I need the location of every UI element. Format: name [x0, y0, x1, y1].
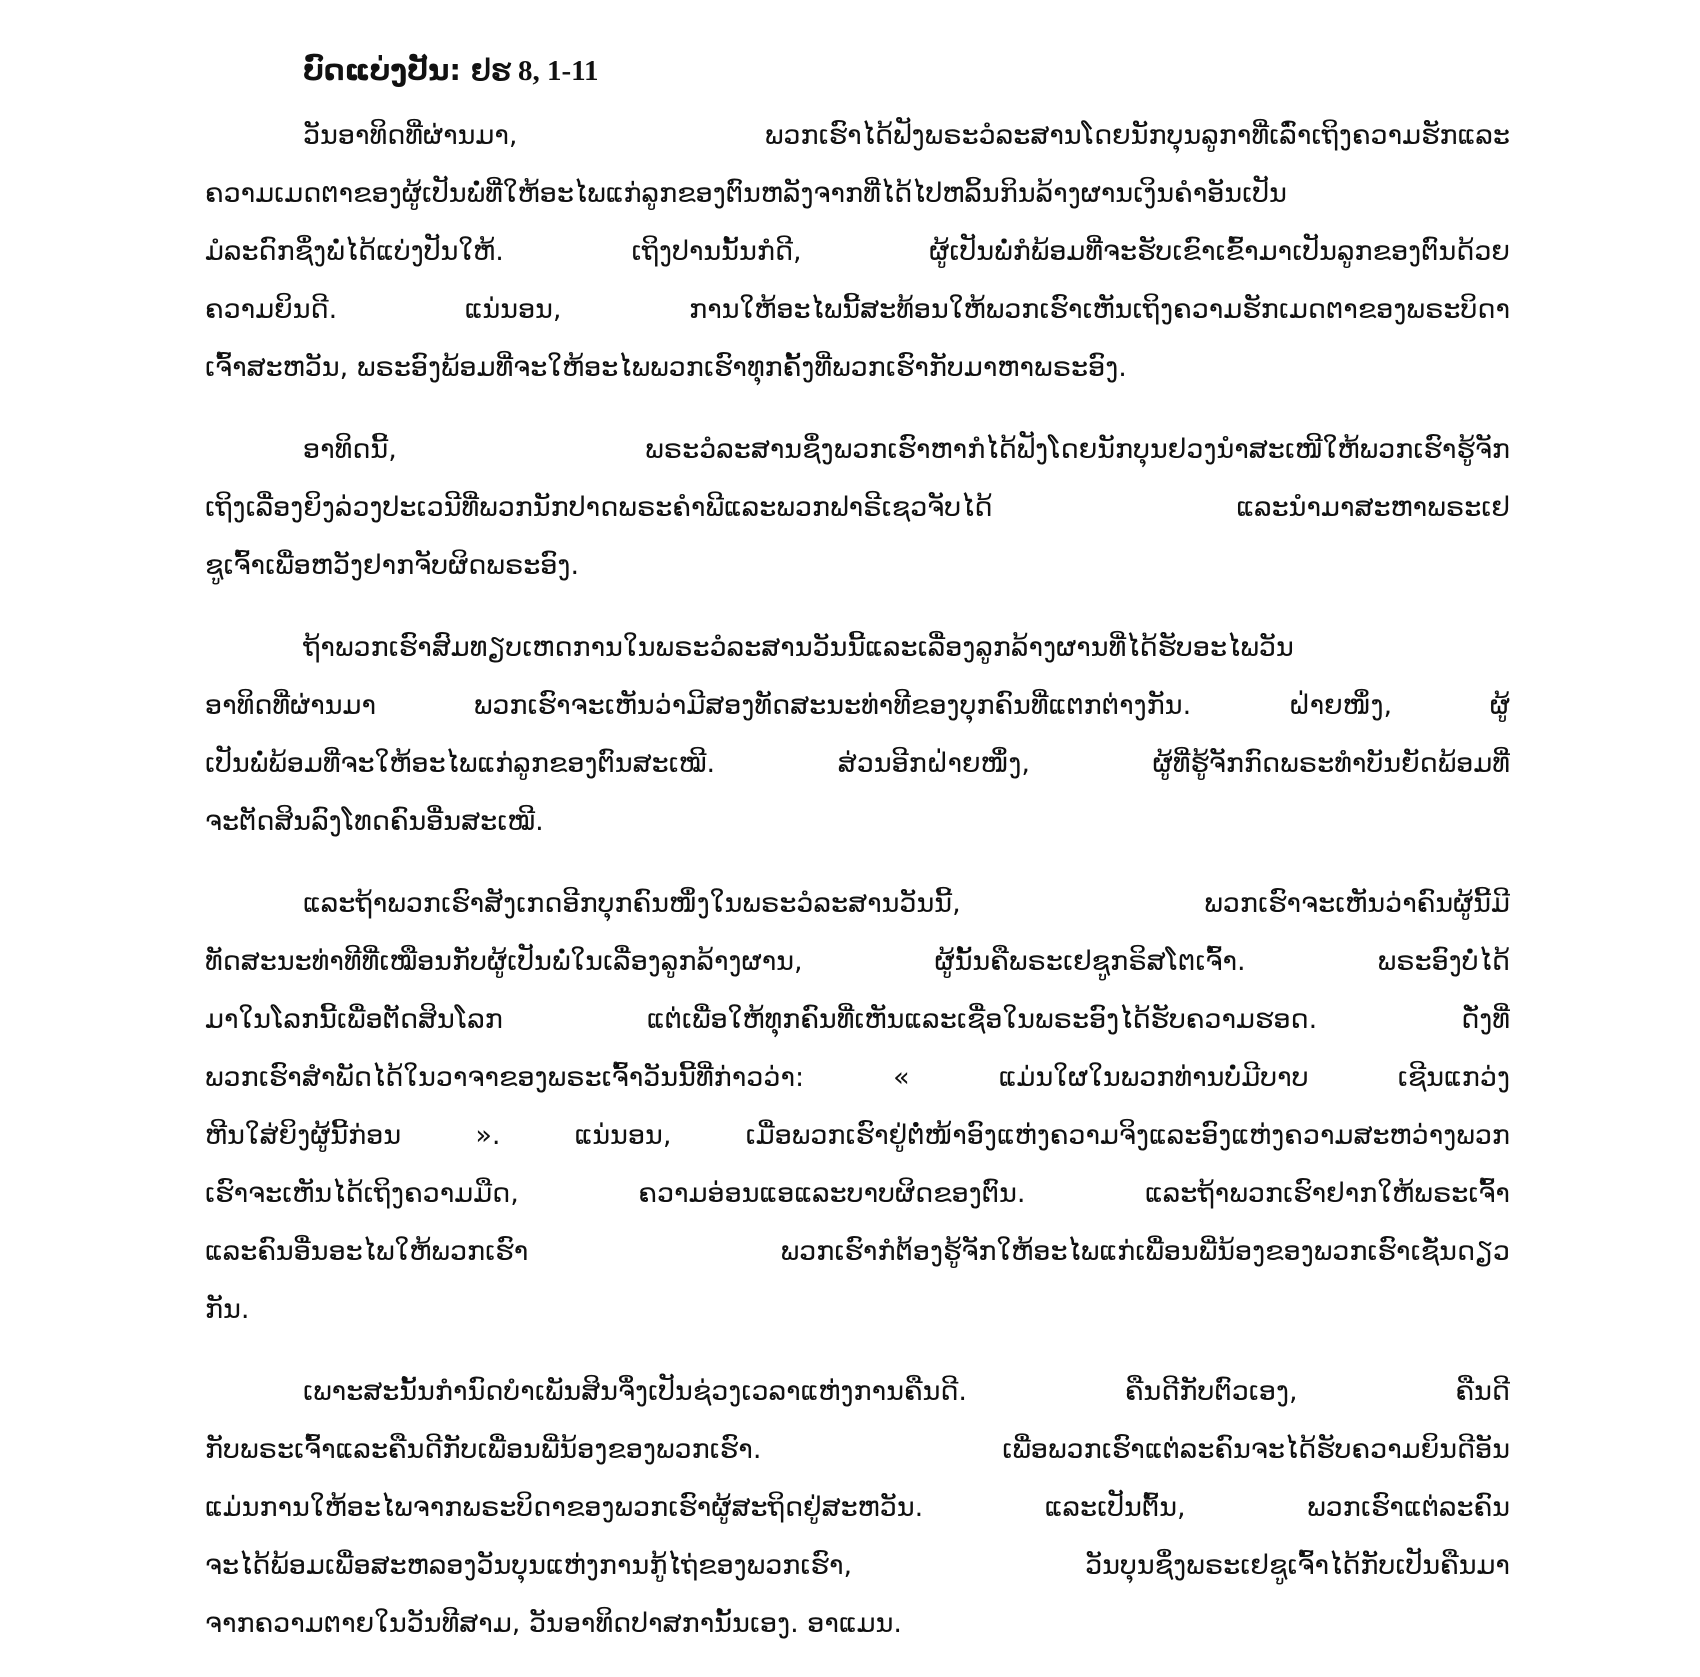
paragraph [205, 421, 1510, 595]
paragraph-line: ຖ້າພວກເຮົາສົມທຽບເຫດການໃນພຣະວໍລະສານວັນນີ້ແລະເລື່ອງລູກລ້າງຜານທີ່ໄດ້ຮັບອະໄພວັນ [303, 632, 1294, 663]
paragraph-line: ເຈົ້າສະຫວັນ, ພຣະອົງພ້ອມທີ່ຈະໃຫ້ອະໄພພວກເຮົາທຸກຄັ້ງທີ່ພວກເຮົາກັບມາຫາພຣະອົງ. [205, 352, 1127, 383]
paragraph-line: ຈາກຄວາມຕາຍໃນວັນທີສາມ, ວັນອາທິດປາສການັ້ນເອງ. ອາແມນ. [205, 1608, 902, 1639]
scripture-reference: ຢຮ 8, 1-11 [470, 55, 599, 87]
paragraph [205, 875, 1510, 1339]
paragraph-line: ກັບພຣະເຈົ້າແລະຄືນດີກັບເພື່ອນພີ່ນ້ອງຂອງພວກເຮົາ. ເພື່ອພວກເຮົາແຕ່ລະຄົນຈະໄດ້ຮັບຄວາມຍິນດີອັນ [205, 1434, 1510, 1465]
paragraph-line: ວັນອາທິດທີ່ຜ່ານມາ, ພວກເຮົາໄດ້ຟັງພຣະວໍລະສານໂດຍນັກບຸນລູກາທີ່ເລົ່າເຖິງຄວາມຮັກແລະ [303, 120, 1510, 151]
paragraph-line: ພວກເຮົາສຳພັດໄດ້ໃນວາຈາຂອງພຣະເຈົ້າວັນນີ້ທີ່ກ່າວວ່າ: « ແມ່ນໃຜໃນພວກທ່ານບໍ່ມີບາບ ເຊີນແກວ່ງ [205, 1062, 1510, 1093]
paragraph-line: ແລະຄົນອື່ນອະໄພໃຫ້ພວກເຮົາ ພວກເຮົາກໍຕ້ອງຮູ້ຈັກໃຫ້ອະໄພແກ່ເພື່ອນພີ່ນ້ອງຂອງພວກເຮົາເຊັ່ນດຽວ [205, 1236, 1510, 1267]
paragraph-line: ຄວາມຍິນດີ. ແນ່ນອນ, ການໃຫ້ອະໄພນີ້ສະທ້ອນໃຫ້ພວກເຮົາເຫັນເຖິງຄວາມຮັກເມດຕາຂອງພຣະບິດາ [205, 294, 1510, 325]
paragraph [205, 619, 1510, 851]
paragraph-line: ກັນ. [205, 1294, 250, 1325]
paragraph-line: ເພາະສະນັ້ນກຳນົດບຳເພັນສິນຈຶ່ງເປັນຊ່ວງເວລາແຫ່ງການຄືນດີ. ຄືນດີກັບຕົວເອງ, ຄືນດີ [303, 1376, 1510, 1407]
paragraph-line: ຊູເຈົ້າເພື່ອຫວັງຢາກຈັບຜິດພຣະອົງ. [205, 550, 580, 581]
paragraph-line: ເຖິງເລື່ອງຍິງລ່ວງປະເວນີທີ່ພວກນັກປາດພຣະຄຳພີແລະພວກຟາຣີເຊວຈັບໄດ້ ແລະນຳມາສະຫາພຣະເຢ [205, 492, 1510, 523]
document-paragraphs [205, 107, 1510, 1653]
paragraph-line: ຈະໄດ້ພ້ອມເພື່ອສະຫລອງວັນບຸນແຫ່ງການກູ້ໄຖ່ຂອງພວກເຮົາ, ວັນບຸນຊຶ່ງພຣະເຢຊູເຈົ້າໄດ້ກັບເປັນຄືນມາ [205, 1550, 1510, 1581]
document-title-line [205, 50, 1510, 91]
paragraph-line: ເຮົາຈະເຫັນໄດ້ເຖິງຄວາມມືດ, ຄວາມອ່ອນແອແລະບາບຜິດຂອງຕົນ. ແລະຖ້າພວກເຮົາຢາກໃຫ້ພຣະເຈົ້າ [205, 1178, 1510, 1209]
paragraph-line: ທັດສະນະທ່າທີທີ່ເໝືອນກັບຜູ້ເປັນພໍ່ໃນເລື່ອງລູກລ້າງຜານ, ຜູ້ນັ້ນຄືພຣະເຢຊູກຣິສໂຕເຈົ້າ. ພຣະອົງບໍ່ໄດ້ [205, 946, 1510, 977]
paragraph-line: ຄວາມເມດຕາຂອງຜູ້ເປັນພໍ່ທີ່ໃຫ້ອະໄພແກ່ລູກຂອງຕົນຫລັງຈາກທີ່ໄດ້ໄປຫລິ້ນກິນລ້າງຜານເງິນຄຳອັນເປັນ [205, 178, 1287, 209]
paragraph-line: ມາໃນໂລກນີ້ເພື່ອຕັດສິນໂລກ ແຕ່ເພື່ອໃຫ້ທຸກຄົນທີ່ເຫັນແລະເຊື່ອໃນພຣະອົງໄດ້ຮັບຄວາມຮອດ. ດັ່ງທີ່ [205, 1004, 1510, 1035]
document-title: ບົດແບ່ງປັນ: [303, 53, 461, 87]
paragraph-line: ອາທິດນີ້, ພຣະວໍລະສານຊຶ່ງພວກເຮົາຫາກໍໄດ້ຟັງໂດຍນັກບຸນຢວງນຳສະເໜີໃຫ້ພວກເຮົາຮູ້ຈັກ [303, 434, 1510, 465]
paragraph-line: ຫີນໃສ່ຍິງຜູ້ນີ້ກ່ອນ ». ແນ່ນອນ, ເມື່ອພວກເຮົາຢູ່ຕໍ່ໜ້າອົງແຫ່ງຄວາມຈິງແລະອົງແຫ່ງຄວາມສະຫວ່າງພວກ [205, 1120, 1510, 1151]
paragraph-line: ແມ່ນການໃຫ້ອະໄພຈາກພຣະບິດາຂອງພວກເຮົາຜູ້ສະຖິດຢູ່ສະຫວັນ. ແລະເປັນຕົ້ນ, ພວກເຮົາແຕ່ລະຄົນ [205, 1492, 1510, 1523]
paragraph-line: ຈະຕັດສິນລົງໂທດຄົນອື່ນສະເໝີ. [205, 806, 544, 837]
paragraph-line: ແລະຖ້າພວກເຮົາສັງເກດອີກບຸກຄົນໜຶ່ງໃນພຣະວໍລະສານວັນນີ້, ພວກເຮົາຈະເຫັນວ່າຄົນຜູ້ນີ້ມີ [303, 888, 1510, 919]
document-body [205, 50, 1510, 1677]
paragraph [205, 1363, 1510, 1653]
paragraph-line: ມໍລະດົກຊຶ່ງພໍ່ໄດ້ແບ່ງປັນໃຫ້. ເຖິງປານນັ້ນກໍດີ, ຜູ້ເປັນພໍ່ກໍພ້ອມທີ່ຈະຮັບເຂົາເຂົ້າມາເປັນລູກຂອງຕົນດ້ວຍ [205, 236, 1510, 267]
paragraph-line: ເປັນພໍ່ພ້ອມທີ່ຈະໃຫ້ອະໄພແກ່ລູກຂອງຕົນສະເໝີ. ສ່ວນອີກຝ່າຍໜຶ່ງ, ຜູ້ທີ່ຮູ້ຈັກກົດພຣະທຳບັນຍັດພ້ອມທີ່ [205, 748, 1510, 779]
paragraph [205, 107, 1510, 397]
paragraph-line: ອາທິດທີ່ຜ່ານມາ ພວກເຮົາຈະເຫັນວ່າມີສອງທັດສະນະທ່າທີຂອງບຸກຄົນທີ່ແຕກຕ່າງກັນ. ຝ່າຍໜຶ່ງ, ຜູ້ [205, 690, 1510, 721]
